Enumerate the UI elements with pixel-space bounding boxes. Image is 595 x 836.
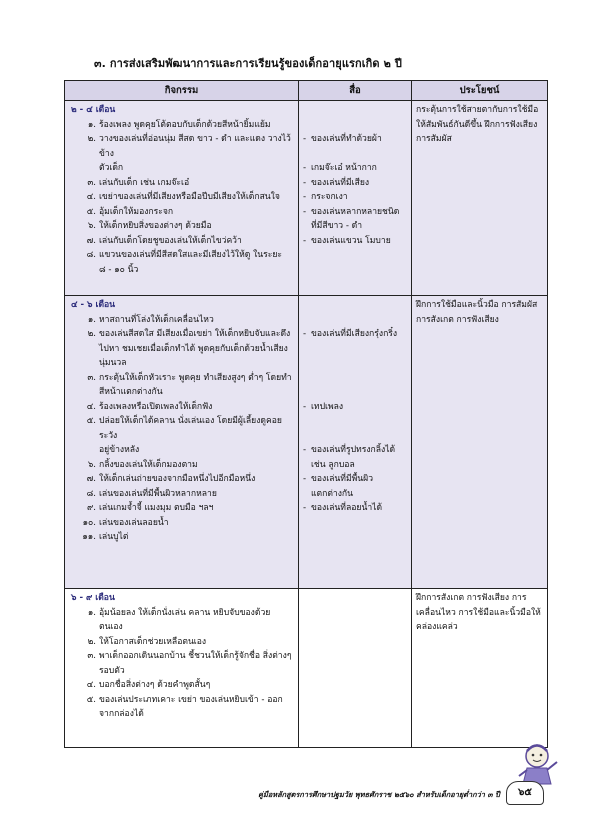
item-number: ๔.: [86, 192, 96, 202]
benefit-text: ฝึกการสังเกต การฟังเสียง การเคลื่อนไหว การใช้มือและนิ้วมือให้คล่องแคล่ว: [416, 593, 541, 632]
item-text: [99, 472, 294, 487]
benefit-cell: [412, 296, 548, 589]
item-number: ๓.: [87, 177, 96, 188]
item-text: [99, 219, 294, 234]
item-text: [99, 414, 294, 458]
media-text-line: ที่มีสีขาว - ดำ: [311, 221, 363, 231]
item-text: [99, 635, 294, 650]
item-number: ๖.: [87, 459, 96, 470]
item-text: [99, 530, 294, 545]
list-item: [69, 132, 294, 176]
benefit-text: กระตุ้นการใช้สายตากับการใช้มือให้สัมพันธ์กันดีขึ้น ฝึกการฟังเสียง การสัมผัส: [416, 105, 539, 144]
list-item: [69, 313, 294, 328]
media-text-line: เกมจ๊ะเอ๋ หน้ากาก: [311, 163, 377, 173]
media-text-line: ของเล่นที่มีเสียงกรุ๋งกริ๋ง: [311, 329, 398, 339]
item-text: [99, 132, 294, 176]
item-text: [99, 327, 294, 371]
media-item: - ของเล่นที่มีเสียงกรุ๋งกริ๋ง: [303, 327, 407, 342]
item-number: ๔.: [86, 401, 96, 412]
table-header-row: [65, 81, 548, 101]
item-text: [99, 501, 294, 516]
list-item: [69, 530, 294, 545]
media-cell: [299, 101, 412, 296]
age-range-label: ๖ - ๙ เดือน: [71, 593, 115, 603]
item-number: ๕.: [86, 206, 96, 217]
page-number: ๖๕: [506, 781, 544, 805]
item-text-line: ร้องเพลง พูดคุยโต้ตอบกับเด็กด้วยสีหน้ายิ้มแย้ม: [99, 119, 271, 130]
item-number: ๓.: [87, 372, 96, 383]
media-text-line: ของเล่นที่ทำด้วยผ้า: [311, 134, 382, 144]
list-item: [69, 327, 294, 371]
item-number: ๑.: [87, 607, 96, 618]
item-number: ๕.: [86, 416, 96, 426]
item-text-line: วางของเล่นที่อ่อนนุ่ม สีสด ขาว - ดำ และแดง วางไว้ข้าง: [99, 134, 291, 159]
item-text: [99, 371, 294, 400]
item-text-line: ให้เด็กหยิบสิ่งของต่างๆ ด้วยมือ: [99, 221, 212, 231]
media-text-line: ของเล่นที่มีพื้นผิว: [311, 474, 374, 484]
list-item: [69, 606, 294, 635]
table-row: [65, 589, 548, 748]
table-row: [65, 101, 548, 296]
list-item: [69, 516, 294, 531]
item-number: ๖.: [87, 221, 96, 231]
list-item: [69, 176, 294, 191]
item-number: ๗.: [86, 235, 96, 246]
item-text: [99, 313, 294, 328]
media-text-line: เทปเพลง: [311, 401, 344, 412]
list-item: [69, 400, 294, 415]
table-row: [65, 296, 548, 589]
list-item: [69, 190, 294, 205]
item-number: ๗.: [86, 474, 96, 484]
item-number: ๒.: [87, 134, 96, 144]
header-activity: กิจกรรม: [65, 81, 299, 101]
item-text: [99, 606, 294, 635]
item-number: ๘.: [86, 488, 96, 499]
media-item: - ของเล่นที่ทำด้วยผ้า: [303, 132, 407, 147]
age-range-label: ๒ - ๔ เดือน: [71, 105, 116, 115]
list-item: [69, 487, 294, 502]
item-number: ๒.: [87, 329, 96, 339]
list-item: [69, 678, 294, 693]
item-text-line: เขย่าของเล่นที่มีเสียงหรือมือปีบมีเสียงให้เด็กสนใจ: [99, 192, 280, 202]
item-text-line: เล่นของเล่นลอยน้ำ: [99, 517, 169, 528]
media-item: - ของเล่นหลากหลายชนิด ที่มีสีขาว - ดำ: [303, 205, 407, 234]
list-item: [69, 501, 294, 516]
header-benefit: ประโยชน์: [412, 81, 548, 101]
media-cell: [299, 296, 412, 589]
media-item: - ของเล่นที่มีพื้นผิว แตกต่างกัน: [303, 472, 407, 501]
item-text-line: หาสถานที่โล่งให้เด็กเคลื่อนไหว: [99, 314, 214, 325]
media-text-line: ของเล่นแขวน โมบาย: [311, 235, 391, 246]
item-text-line: ตัวเด็ก: [99, 163, 124, 173]
list-item: [69, 458, 294, 473]
list-item: [69, 219, 294, 234]
item-text-line: จากกล่องได้: [99, 709, 144, 719]
list-item: [69, 414, 294, 458]
item-text-line: สีหน้าแตกต่างกัน: [99, 387, 163, 397]
benefit-cell: [412, 101, 548, 296]
item-text: [99, 248, 294, 277]
item-number: ๒.: [87, 636, 96, 647]
item-text-line: ๘ - ๑๐ นิ้ว: [99, 264, 139, 275]
activity-table: [64, 80, 548, 748]
item-text-line: นุ่มนวล: [99, 358, 127, 368]
item-number: ๑.: [87, 314, 96, 325]
list-item: [69, 248, 294, 277]
media-item: - ของเล่นที่รูปทรงกลิ้งได้ เช่น ลูกบอล: [303, 443, 407, 472]
item-number: ๓.: [87, 651, 96, 661]
item-text-line: อุ้มเด็กให้มองกระจก: [99, 206, 174, 217]
activity-cell: [65, 589, 299, 748]
item-text-line: ของเล่นสีสดใส มีเสียงเมื่อเขย่า ให้เด็กหยิบจับและดึง: [99, 329, 291, 339]
item-text: [99, 458, 294, 473]
item-number: ๘.: [86, 250, 96, 260]
media-text-line: แตกต่างกัน: [311, 488, 354, 499]
item-text-line: เล่นกับเด็ก เช่น เกมจ๊ะเอ๋: [99, 177, 190, 188]
item-text-line: กลิ้งของเล่นให้เด็กมองตาม: [99, 459, 198, 470]
list-item: [69, 649, 294, 678]
item-text: [99, 190, 294, 205]
benefit-cell: [412, 589, 548, 748]
item-text: [99, 118, 294, 133]
item-text: [99, 649, 294, 678]
item-text-line: กระตุ้นให้เด็กหัวเราะ พูดคุย ทำเสียงสูงๆ ต่ำๆ โดยทำ: [99, 372, 292, 383]
media-item: - กระจกเงา: [303, 190, 407, 205]
item-text: [99, 678, 294, 693]
activity-cell: [65, 296, 299, 589]
item-number: ๑๐.: [82, 517, 96, 528]
item-text-line: ให้เด็กเล่นถ่ายของจากมือหนึ่งไปอีกมือหนึ่ง: [99, 474, 256, 484]
item-number: ๕.: [86, 694, 96, 705]
item-text-line: รอบตัว: [99, 665, 125, 676]
list-item: [69, 371, 294, 400]
list-item: [69, 234, 294, 249]
item-text-line: เล่นกับเด็กโดยชูของเล่นให้เด็กไขว่คว้า: [99, 235, 242, 246]
item-text: [99, 693, 294, 722]
item-text: [99, 487, 294, 502]
page-title: ๓. การส่งเสริมพัฒนาการและการเรียนรู้ของเด็กอายุแรกเกิด ๒ ปี: [94, 57, 402, 70]
media-text-line: ของเล่นที่ลอยน้ำได้: [311, 503, 383, 513]
list-item: [69, 205, 294, 220]
media-text-line: ของเล่นหลากหลายชนิด: [311, 206, 400, 217]
list-item: [69, 118, 294, 133]
activity-cell: [65, 101, 299, 296]
item-text-line: ปล่อยให้เด็กได้คลาน นั่งเล่นเอง โดยมีผู้เลี้ยงดูคอยระวัง: [99, 416, 282, 441]
list-item: [69, 472, 294, 487]
item-text-line: ให้โอกาสเด็กช่วยเหลือตนเอง: [99, 636, 207, 647]
item-text: [99, 400, 294, 415]
media-item: - ของเล่นแขวน โมบาย: [303, 234, 407, 249]
header-media: สื่อ: [299, 81, 412, 101]
item-number: ๔.: [86, 680, 96, 690]
item-text: [99, 234, 294, 249]
footer-text: คู่มือหลักสูตรการศึกษาปฐมวัย พุทธศักราช ๒๕๖๐ สำหรับเด็กอายุต่ำกว่า ๓ ปี: [258, 790, 500, 799]
item-number: ๑๑.: [82, 532, 96, 542]
media-text-line: กระจกเงา: [311, 192, 348, 202]
benefit-text: ฝึกการใช้มือและนิ้วมือ การสัมผัส การสังเกต การฟังเสียง: [416, 300, 538, 325]
media-cell: [299, 589, 412, 748]
item-number: ๙.: [86, 503, 96, 513]
item-text-line: อยู่ข้างหลัง: [99, 445, 140, 455]
item-text: [99, 176, 294, 191]
media-item: - ของเล่นที่ลอยน้ำได้: [303, 501, 407, 516]
item-text-line: เล่นบูไต่: [99, 532, 129, 542]
media-text-line: ของเล่นที่รูปทรงกลิ้งได้: [311, 445, 396, 455]
item-text-line: อุ้มน้อยลง ให้เด็กนั่งเล่น คลาน หยิบจับของด้วยตนเอง: [99, 607, 271, 632]
item-number: ๑.: [87, 119, 96, 130]
item-text-line: ร้องเพลงหรือเปิดเพลงให้เด็กฟัง: [99, 401, 213, 412]
item-text-line: เล่นของเล่นที่มีพื้นผิวหลากหลาย: [99, 488, 217, 499]
item-text-line: ของเล่นประเภทเคาะ เขย่า ของเล่นหยิบเข้า - ออก: [99, 694, 283, 705]
table-body: [65, 101, 548, 748]
item-text-line: เล่นเกมจ้ำจี้ แมงมุม ตบมือ ฯลฯ: [99, 503, 214, 513]
item-text: [99, 516, 294, 531]
item-text-line: แขวนของเล่นที่มีสีสดใสและมีเสียงไว้ให้ดู ในระยะ: [99, 250, 283, 260]
media-item: - เทปเพลง: [303, 400, 407, 415]
list-item: [69, 693, 294, 722]
item-text-line: พาเด็กออกเดินนอกบ้าน ชี้ชวนให้เด็กรู้จักชื่อ สิ่งต่างๆ: [99, 651, 292, 661]
item-text: [99, 205, 294, 220]
media-text-line: เช่น ลูกบอล: [311, 459, 355, 470]
age-range-label: ๔ - ๖ เดือน: [71, 300, 116, 310]
media-text-line: ของเล่นที่มีเสียง: [311, 177, 370, 188]
media-item: - ของเล่นที่มีเสียง: [303, 176, 407, 191]
media-item: - เกมจ๊ะเอ๋ หน้ากาก: [303, 161, 407, 176]
list-item: [69, 635, 294, 650]
item-text-line: ไปหา ชมเชยเมื่อเด็กทำได้ พูดคุยกับเด็กด้วยน้ำเสียง: [99, 343, 288, 354]
item-text-line: บอกชื่อสิ่งต่างๆ ด้วยคำพูดสั้นๆ: [99, 680, 211, 690]
